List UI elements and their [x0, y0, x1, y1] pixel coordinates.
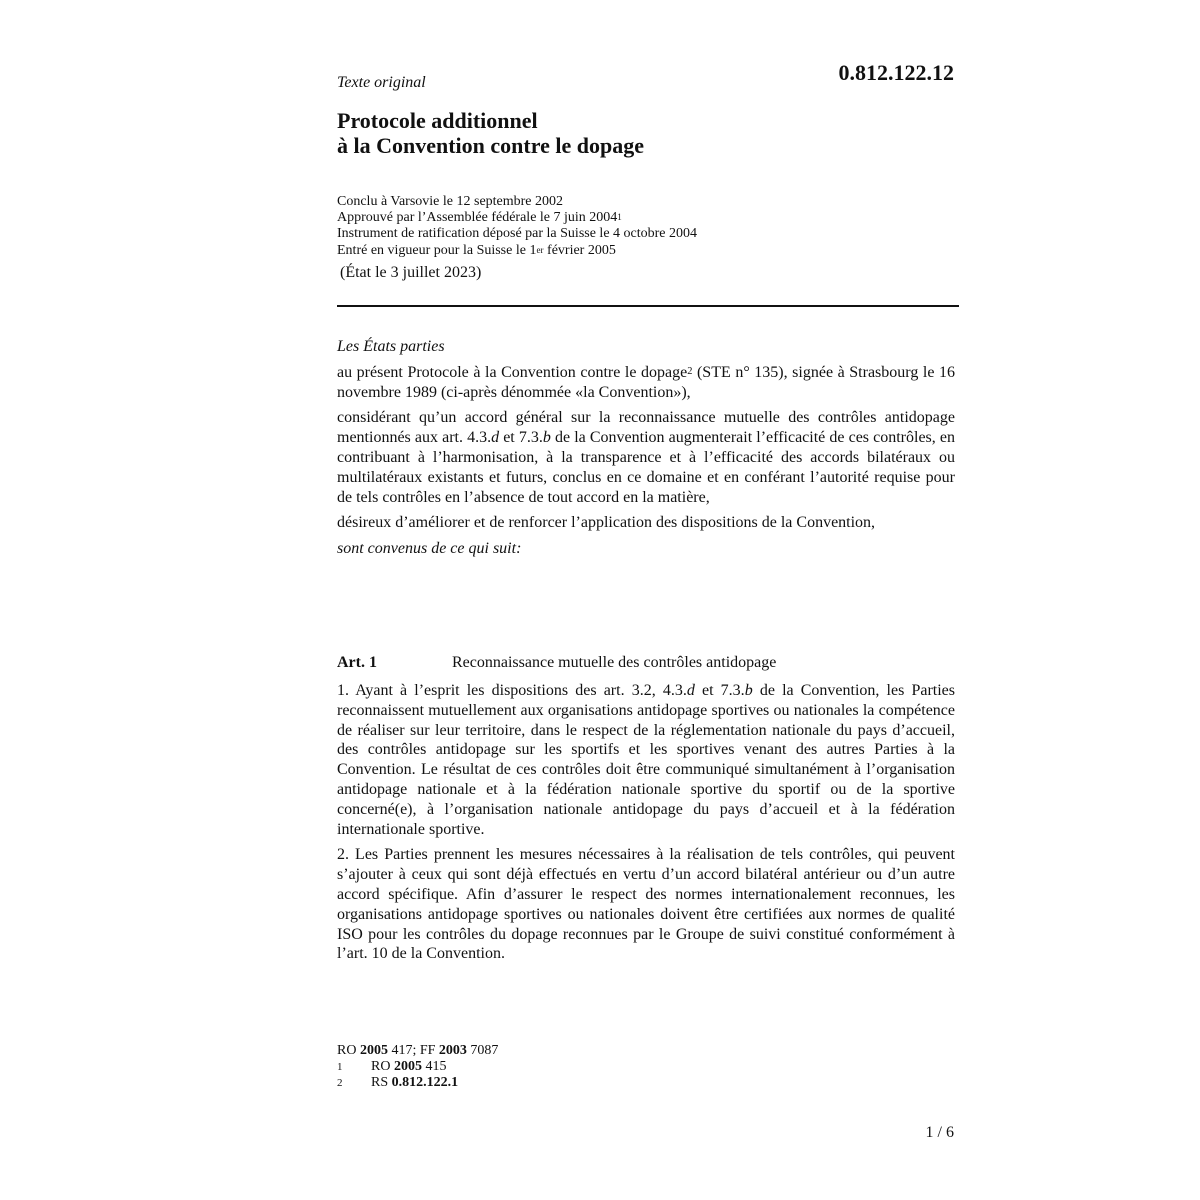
source-reference: RO 2005 417; FF 2003 7087: [337, 1043, 499, 1058]
preamble-paragraph-3: désireux d’améliorer et de renforcer l’application des dispositions de la Convention,: [337, 514, 876, 532]
article-1-paragraph-1: 1. Ayant à l’esprit les dispositions des art. 3.2, 4.3.d et 7.3.b de la Convention, les Parties reconnaissent mutuellement aux organisations antidopage sportives ou nationales la compétence de réaliser sur leur territoire, dans le respect de la réglementation nationale du pays d’accueil, des contrôles antidopage sur les sportifs et les sportives venant des autres Parties à la Convention. Le résultat de ces contrôles doit être communiqué simultanément à l’organisation antidopage nationale et à la fédération nationale sportive du sportif ou de la sportive concerné(e), à l’organisation nationale antidopage du pays d’accueil et à la fédération internationale sportive.: [337, 682, 956, 838]
article-1-heading: [337, 653, 955, 673]
publication-number: 0.812.122.12: [838, 60, 954, 85]
footnote-ref-2[interactable]: 2: [687, 365, 693, 377]
preamble-conclusion: sont convenus de ce qui suit:: [337, 540, 522, 558]
page-number: 1 / 6: [925, 1124, 954, 1141]
article-title: Reconnaissance mutuelle des contrôles antidopage: [452, 654, 777, 671]
header-divider: [337, 305, 959, 307]
article-number: Art. 1: [337, 654, 377, 671]
document-metadata: [337, 194, 955, 283]
preamble-paragraph-2: considérant qu’un accord général sur la reconnaissance mutuelle des contrôles antidopage mentionnés aux art. 4.3.d et 7.3.b de la Convention augmenterait l’efficacité de ces contrôles, en contribuant à l’harmonisation, à la transparence et à l’efficacité des accords bilatéraux ou multilatéraux existants et futurs, conclus en ce domaine et en conférant l’autorité requise pour de tels contrôles en l’absence de tout accord en la matière,: [337, 409, 956, 506]
title-line-2: à la Convention contre le dopage: [337, 133, 644, 158]
preamble-paragraph-1: au présent Protocole à la Convention contre le dopage$^2$ (STE n° 135), signée à Strasbourg le 16 novembre 1989 (ci-après dénommée «la Convention»),: [337, 363, 955, 401]
preamble-intro: Les États parties: [337, 338, 445, 355]
meta-approved: Approuvé par l’Assemblée fédérale le 7 juin 2004$^1$: [337, 210, 622, 226]
footnote-1: 1 RO 2005 415: [337, 1059, 447, 1074]
meta-status-date: (État le 3 juillet 2023): [340, 263, 482, 281]
meta-instrument: Instrument de ratification déposé par la Suisse le 4 octobre 2004: [337, 226, 698, 242]
title-line-1: Protocole additionnel: [337, 108, 538, 133]
article-1-body: [337, 681, 955, 970]
footnotes: [337, 1043, 955, 1091]
original-text-label: Texte original: [337, 74, 426, 91]
article-1-paragraph-2: 2. Les Parties prennent les mesures nécessaires à la réalisation de tels contrôles, qui peuvent s’ajouter à ceux qui sont déjà effectués en vertu d’un accord bilatéral antérieur ou d’un autre accord spécifique. Afin d’assurer le respect des normes internationalement reconnues, les organisations antidopage sportives ou nationales doivent être certifiées aux normes de qualité ISO pour les contrôles du dopage reconnues par le Groupe de suivi constitué conformément à l’art. 10 de la Convention.: [337, 846, 955, 963]
preamble: [337, 337, 955, 565]
meta-concluded: Conclu à Varsovie le 12 septembre 2002: [337, 194, 564, 209]
document-title: [337, 108, 955, 158]
footnote-ref-1[interactable]: 1: [617, 212, 622, 223]
footnote-2: 2 RS 0.812.122.1: [337, 1075, 459, 1090]
meta-entry-into-force: Entré en vigueur pour la Suisse le 1er février 2005: [337, 242, 616, 258]
